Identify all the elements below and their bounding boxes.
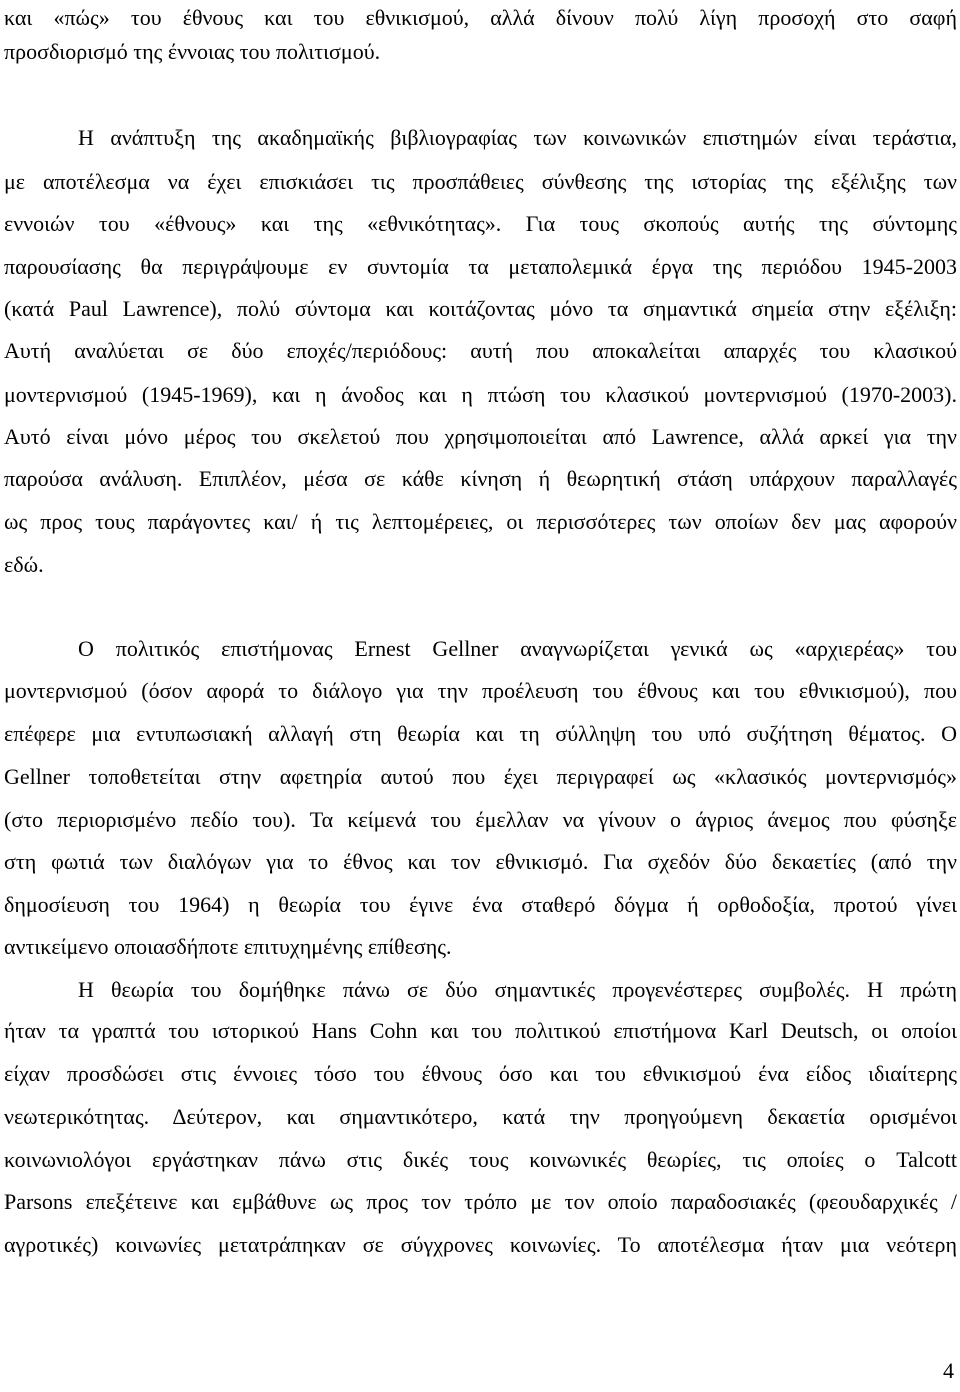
text-line: παρούσα ανάλυση. Επιπλέον, μέσα σε κάθε κίνηση ή θεωρητική στάση υπάρχουν παραλλαγές: [4, 466, 957, 491]
text-line: μοντερνισμού (όσον αφορά το διάλογο για την προέλευση του έθνους και του εθνικισμού), που: [4, 678, 957, 703]
text-line: εδώ.: [4, 552, 44, 577]
text-line: αντικείμενο οποιασδήποτε επιτυχημένης επίθεσης.: [4, 934, 452, 959]
text-line: Parsons επεξέτεινε και εμβάθυνε ως προς τον τρόπο με τον οποίο παραδοσιακές (φεουδαρχικές /: [4, 1189, 957, 1214]
text-line: εννοιών του «έθνους» και της «εθνικότητας». Για τους σκοπούς αυτής της σύντομης: [4, 211, 957, 236]
text-line: και «πώς» του έθνους και του εθνικισμού, αλλά δίνουν πολύ λίγη προσοχή στο σαφή: [4, 5, 957, 30]
text-line: Ο πολιτικός επιστήμονας Ernest Gellner αναγνωρίζεται γενικά ως «αρχιερέας» του: [78, 636, 957, 661]
text-line: (κατά Paul Lawrence), πολύ σύντομα και κοιτάζοντας μόνο τα σημαντικά σημεία στην εξέλιξη:: [4, 296, 957, 321]
text-line: (στο περιορισμένο πεδίο του). Τα κείμενά του έμελλαν να γίνουν ο άγριος άνεμος που φύσηξε: [4, 807, 957, 832]
text-line: Αυτή αναλύεται σε δύο εποχές/περιόδους: αυτή που αποκαλείται απαρχές του κλασικού: [4, 338, 957, 363]
text-line: επέφερε μια εντυπωσιακή αλλαγή στη θεωρία και τη σύλληψη του υπό συζήτηση θέματος. Ο: [4, 721, 957, 746]
text-line: είχαν προσδώσει στις έννοιες τόσο του έθνους όσο και του εθνικισμού ένα είδος ιδιαίτερης: [4, 1061, 957, 1086]
text-line: με αποτέλεσμα να έχει επισκιάσει τις προσπάθειες σύνθεσης της ιστορίας της εξέλιξης των: [4, 169, 957, 194]
text-line: Αυτό είναι μόνο μέρος του σκελετού που χρησιμοποιείται από Lawrence, αλλά αρκεί για την: [4, 424, 957, 449]
text-line: δημοσίευση του 1964) η θεωρία του έγινε ένα σταθερό δόγμα ή ορθοδοξία, προτού γίνει: [4, 892, 957, 917]
text-line: κοινωνιολόγοι εργάστηκαν πάνω στις δικές τους κοινωνικές θεωρίες, τις οποίες ο Talcott: [4, 1147, 957, 1172]
text-line: μοντερνισμού (1945-1969), και η άνοδος και η πτώση του κλασικού μοντερνισμού (1970-2003).: [4, 382, 957, 407]
text-line: Η ανάπτυξη της ακαδημαϊκής βιβλιογραφίας των κοινωνικών επιστημών είναι τεράστια,: [78, 125, 957, 150]
page-number: 4: [943, 1358, 954, 1383]
text-line: νεωτερικότητας. Δεύτερον, και σημαντικότερο, κατά την προηγούμενη δεκαετία ορισμένοι: [4, 1104, 957, 1129]
text-line: στη φωτιά των διαλόγων για το έθνος και τον εθνικισμό. Για σχεδόν δύο δεκαετίες (από την: [4, 849, 957, 874]
text-line: Η θεωρία του δομήθηκε πάνω σε δύο σημαντικές προγενέστερες συμβολές. Η πρώτη: [78, 977, 957, 1002]
text-line: παρουσίασης θα περιγράψουμε εν συντομία τα μεταπολεμικά έργα της περιόδου 1945-2003: [4, 254, 957, 279]
text-line: προσδιορισμό της έννοιας του πολιτισμού.: [4, 39, 381, 64]
text-line: ως προς τους παράγοντες και/ ή τις λεπτομέρειες, οι περισσότερες των οποίων δεν μας αφορούν: [4, 509, 957, 534]
text-line: Gellner τοποθετείται στην αφετηρία αυτού που έχει περιγραφεί ως «κλασικός μοντερνισμός»: [4, 764, 957, 789]
text-line: ήταν τα γραπτά του ιστορικού Hans Cohn και του πολιτικού επιστήμονα Karl Deutsch, οι οποίοι: [4, 1018, 957, 1043]
text-line: αγροτικές) κοινωνίες μετατράπηκαν σε σύγχρονες κοινωνίες. Το αποτέλεσμα ήταν μια νεότερη: [4, 1232, 957, 1257]
